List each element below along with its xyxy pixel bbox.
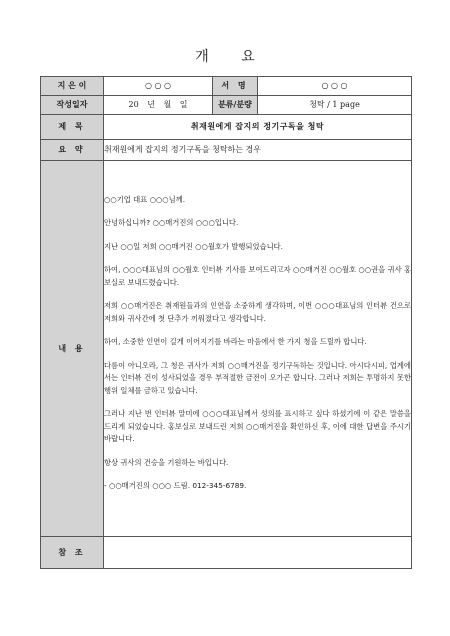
body-paragraph: 지난 ○○일 저희 ○○매거진 ○○월호가 발행되었습니다. [104,241,283,251]
category-value: 청탁 / 1 page [258,96,412,115]
body-paragraph: ○○기업 대표 ○○○님께. [104,194,186,204]
subject-value: 취재원에게 잡지의 정기구독을 청탁 [104,115,412,140]
sign-label: 서 명 [213,77,258,96]
category-label: 분류/분량 [213,96,258,115]
content-label: 내 용 [41,161,104,537]
date-label: 작성일자 [41,96,104,115]
reference-value [104,537,412,569]
body-paragraph: 그러나 지난 번 인터뷰 말미에 ○○○대표님께서 성의를 표시하고 싶다 하셨기에 이 같은 말씀을 드리게 되었습니다. 홍보실로 보내드린 저희 ○○매거진을 확인하신 후, 이에 대한 답변을 주시기 바랍니다. [104,409,411,443]
subject-label: 제 목 [41,115,104,140]
sign-value: ○ ○ ○ [258,77,412,96]
author-value: ○ ○ ○ [104,77,213,96]
page-title: 개 요 [195,49,269,65]
body-paragraph: 다름이 아니오라, 그 청은 귀사가 저희 ○○매거진을 정기구독하는 것입니다. 아시다시피, 업계에서는 인터뷰 건이 성사되었을 경우 부적절한 금전이 오가곤 합니다. 그러나 저희는 투명하지 못한 행위 일체를 금하고 있습니다. [104,360,411,395]
body-paragraph: - ○○매거진의 ○○○ 드림. 012-345-6789. [104,481,247,490]
date-value: 20 년 월 일 [104,96,213,115]
author-row [41,77,412,96]
content-row [41,161,412,537]
summary-form-table [40,76,412,569]
body-paragraph: 안녕하십니까? ○○매거진의 ○○○입니다. [104,218,239,227]
summary-label: 요 약 [41,140,104,161]
subject-row [41,115,412,140]
body-paragraph: 하여, ○○○대표님의 ○○월호 인터뷰 기사를 보여드리고자 ○○매거진 ○○월호 ○○권을 귀사 홍보실로 보내드렸습니다. [104,265,412,287]
summary-row [41,140,412,161]
content-body [104,161,412,537]
author-label: 지 은 이 [41,77,104,96]
body-paragraph: 하여, 소중한 인연이 길게 이어지기를 바라는 마음에서 한 가지 청을 드릴까 합니다. [104,337,367,346]
summary-value: 취재원에게 잡지의 정기구독을 청탁하는 경우 [104,140,412,161]
body-paragraph: 항상 귀사의 건승을 기원하는 바입니다. [104,457,229,467]
reference-row [41,537,412,569]
body-paragraph: 저희 ○○매거진은 취재원들과의 인연을 소중하게 생각하며, 이번 ○○○대표님의 인터뷰 건으로 저희와 귀사간에 첫 단추가 끼워졌다고 생각합니다. [104,301,411,323]
date-row [41,96,412,115]
reference-label: 참 조 [41,537,104,569]
